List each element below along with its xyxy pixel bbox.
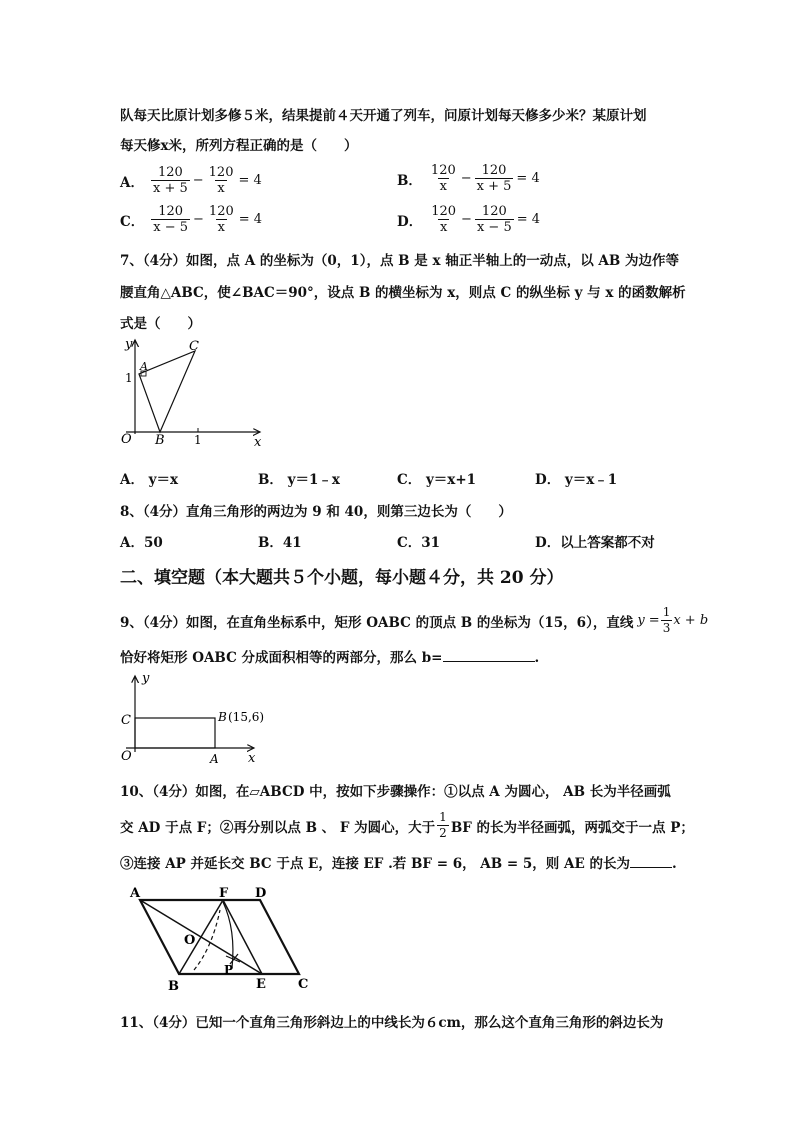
q7-line2: 腰直角△ABC，使∠BAC＝90°，设点 B 的横坐标为 x，则点 C 的纵坐标 y 与 x 的函数解析 [120,285,686,301]
q7-label-b: B [155,433,165,448]
q7-label-1-y: 1 [125,371,133,385]
q9-label-y: y [142,671,150,686]
q9-label-x: x [248,751,256,766]
q10-label-f: F [219,886,229,901]
q9-label-coord: (15,6) [228,710,265,724]
q9-rectangle [135,718,215,748]
q9-line1: 9、（4分）如图，在直角坐标系中，矩形 OABC 的顶点 B 的坐标为（15，6），直线 y = $\frac{1}{3}$ x + b [120,605,709,635]
q7-label-o: O [121,432,132,447]
q9-label-c: C [121,713,131,728]
q7-option-d[interactable]: D． y＝x﹣1 [535,472,618,488]
q7-label-1-x: 1 [194,433,202,447]
q9-line2: 恰好将矩形 OABC 分成面积相等的两部分，那么 b= . [120,650,540,666]
q10-label-o: O [184,933,196,948]
q10-answer-blank[interactable] [630,855,672,868]
q8-option-b[interactable]: B．41 [258,535,302,551]
q9-label-b: B [218,710,227,724]
q8-line1: 8、（4分）直角三角形的两边为 9 和 40，则第三边长为（ ） [120,504,512,520]
q10-figure [122,882,322,996]
q10-label-d: D [255,886,267,901]
q6-option-a[interactable]: A． $\frac{120}{x + 5}$ − $\frac{120}{x}$ = 4 [120,165,262,196]
q7-label-a: A [140,360,148,373]
q7-option-c[interactable]: C． y＝x+1 [397,472,477,488]
q7-label-x: x [254,435,262,450]
q6-line1: 队每天比原计划多修５米，结果提前４天开通了列车，问原计划每天修多少米？某原计划 [120,108,647,124]
q9-label-a: A [210,752,219,766]
q10-line2: 交 AD 于点 F；②再分别以点 B 、 F 为圆心，大于 $\frac{1}{2}$ BF 的长为半径画弧，两弧交于一点 P； [120,810,694,840]
q7-label-c: C [189,339,199,354]
q11-line1: 11、（4分）已知一个直角三角形斜边上的中线长为６cm，那么这个直角三角形的斜边长为 [120,1015,664,1031]
q7-figure [112,334,272,450]
q9-answer-blank[interactable] [443,649,535,662]
q10-label-p: P [224,963,234,977]
q6-option-d[interactable]: D． $\frac{120}{x}$ − $\frac{120}{x - 5}$ = 4 [397,204,541,235]
section-heading: 二、填空题（本大题共５个小题，每小题４分，共 20 分） [120,568,564,588]
q10-line1: 10、（4分）如图，在▱ABCD 中，按如下步骤操作：①以点 A 为圆心， AB 长为半径画弧 [120,784,671,800]
q7-line3: 式是（ ） [120,316,201,332]
q9-figure [112,670,272,768]
q7-option-a[interactable]: A． y＝x [120,472,179,488]
q10-line3: ③连接 AP 并延长交 BC 于点 E，连接 EF .若 BF = 6， AB = 5，则 AE 的长为 . [120,856,677,872]
q6-option-b[interactable]: B． $\frac{120}{x}$ − $\frac{120}{x + 5}$ = 4 [397,163,540,194]
q8-option-c[interactable]: C．31 [397,535,441,551]
q10-label-c: C [298,977,309,992]
q6-line2: 每天修x米，所列方程正确的是（ ） [120,138,358,154]
q7-label-y: y [125,337,133,352]
q10-label-e: E [256,977,266,992]
q6-option-c[interactable]: C． $\frac{120}{x - 5}$ − $\frac{120}{x}$ = 4 [120,204,263,235]
q7-line1: 7、（4分）如图，点 A 的坐标为（0，1），点 B 是 x 轴正半轴上的一动点，以 AB 为边作等 [120,253,679,269]
q10-label-b: B [168,979,179,994]
q7-option-b[interactable]: B． y＝1﹣x [258,472,340,488]
q8-option-a[interactable]: A．50 [120,535,163,551]
q10-label-a: A [130,886,141,901]
q8-option-d[interactable]: D．以上答案都不对 [535,535,655,551]
q9-label-o: O [121,749,132,764]
